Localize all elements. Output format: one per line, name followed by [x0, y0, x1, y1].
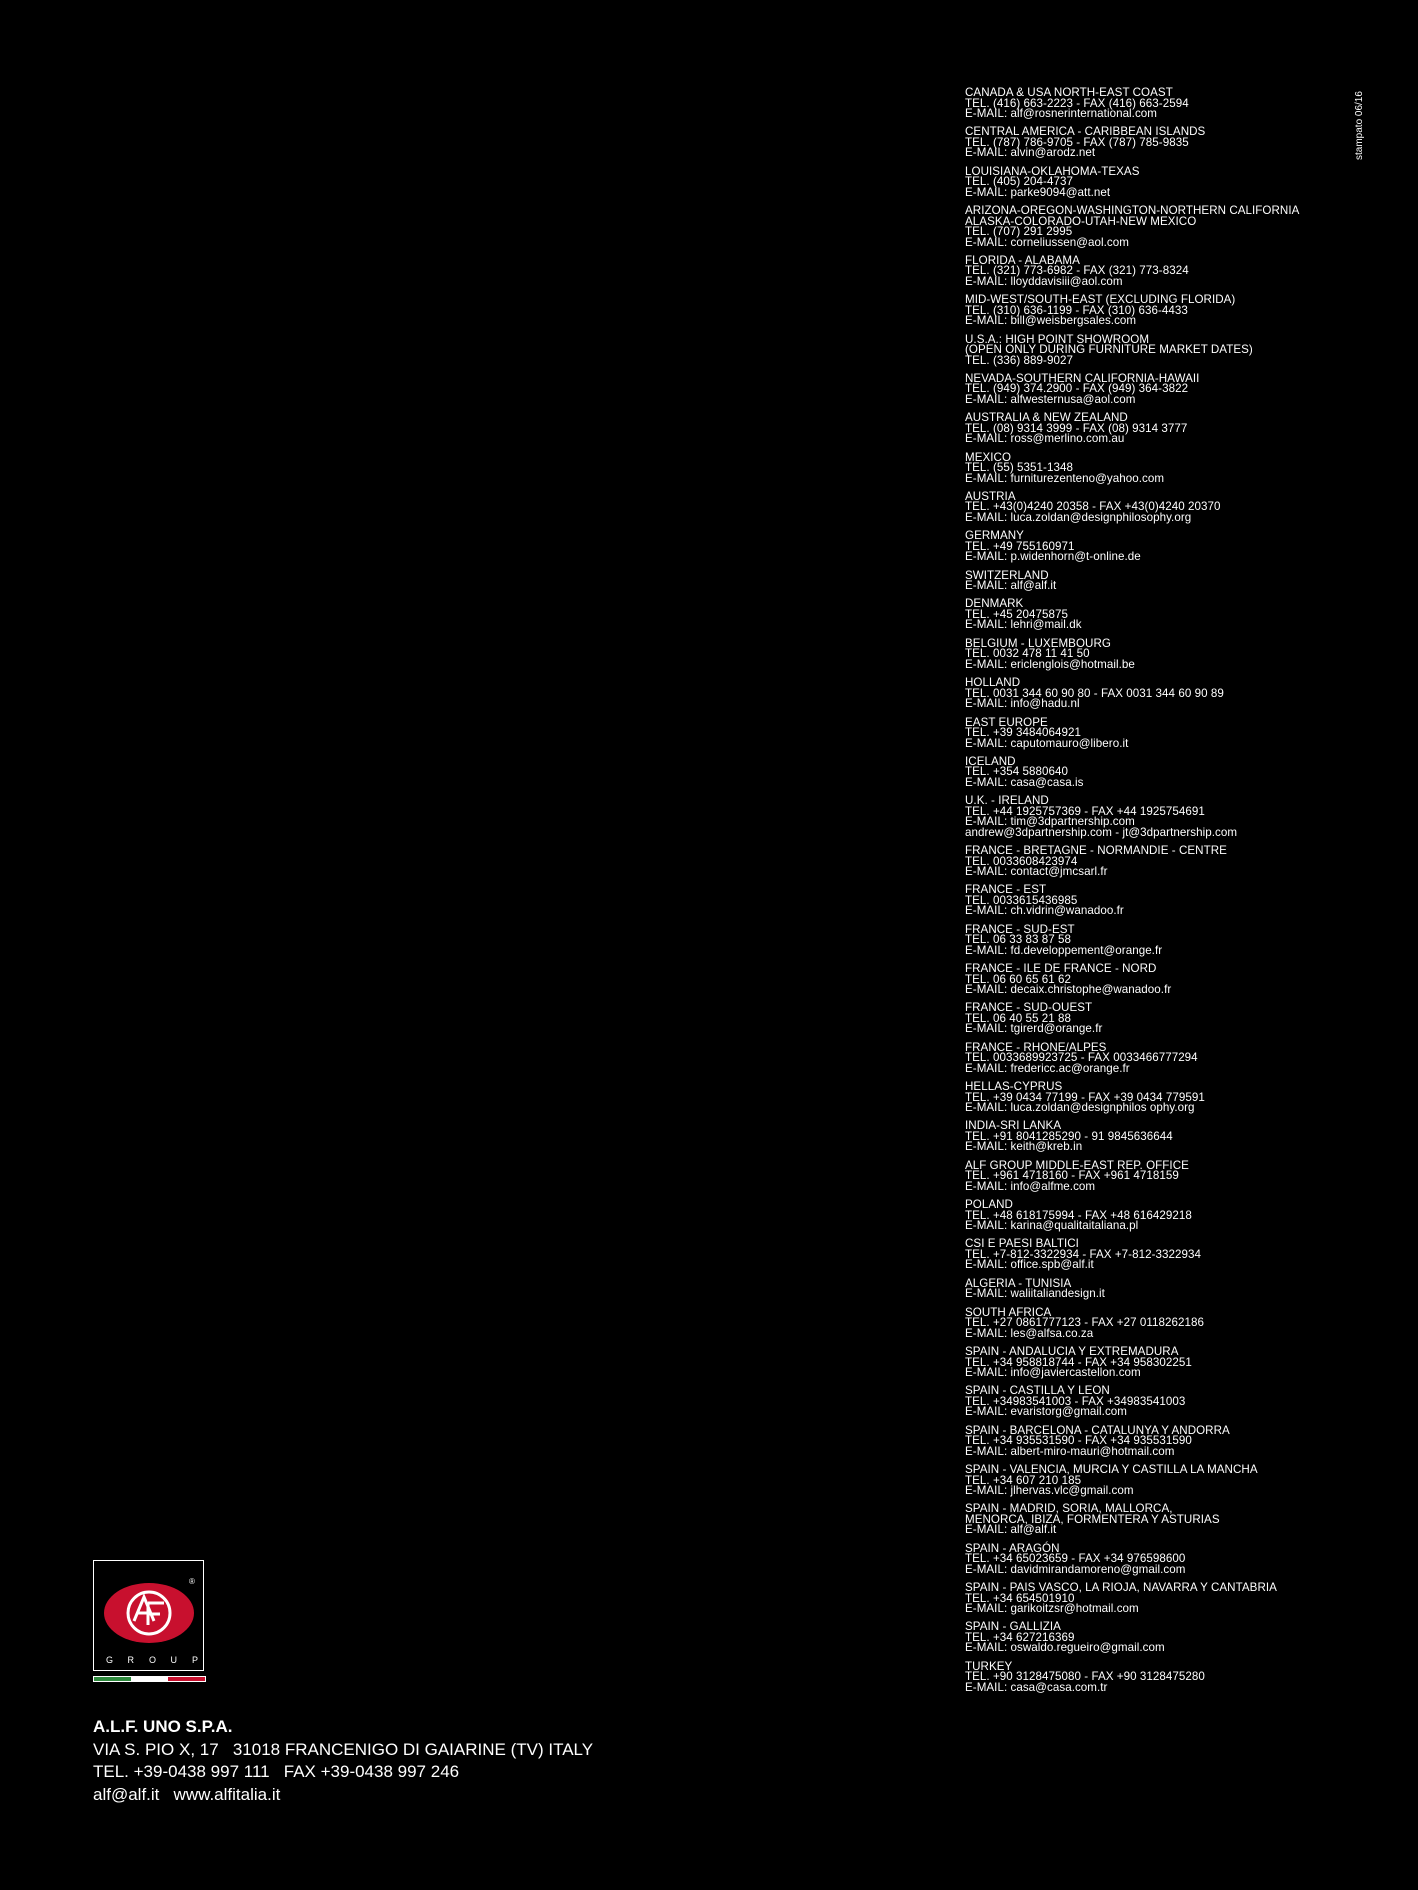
contact-entry — [965, 1276, 1355, 1301]
contact-region: TURKEY — [965, 1659, 1013, 1673]
contact-entry — [965, 371, 1355, 406]
contact-detail: TEL. +34 654501910 — [965, 1591, 1075, 1605]
contact-detail: TEL. (321) 773-6982 - FAX (321) 773-8324 — [965, 264, 1189, 278]
contact-detail: TEL. +39 0434 77199 - FAX +39 0434 779591 — [965, 1090, 1205, 1104]
contact-region: HELLAS-CYPRUS — [965, 1080, 1063, 1094]
contact-detail: E-MAIL: casa@casa.is — [965, 775, 1084, 789]
contact-entry — [965, 568, 1355, 593]
contact-entry — [965, 1423, 1355, 1458]
contact-region: FRANCE - EST — [965, 883, 1047, 897]
logo-group-letter: G — [106, 1655, 114, 1665]
alf-group-logo — [93, 1560, 204, 1671]
contact-entry — [965, 206, 1355, 248]
logo-group-letter: O — [149, 1655, 157, 1665]
logo-group-letters — [106, 1655, 198, 1665]
contact-region: EAST EUROPE — [965, 715, 1048, 729]
contact-detail: TEL. 0033608423974 — [965, 854, 1078, 868]
contact-region: U.K. - IRELAND — [965, 794, 1049, 808]
company-address: VIA S. PIO X, 17 31018 FRANCENIGO DI GAIARINE (TV) ITALY — [93, 1739, 594, 1759]
contact-entry — [965, 1305, 1355, 1340]
contact-detail: E-MAIL: alf@alf.it — [965, 579, 1057, 593]
contact-region: INDIA-SRI LANKA — [965, 1119, 1062, 1133]
company-name: A.L.F. UNO S.P.A. — [93, 1717, 233, 1736]
contact-detail: E-MAIL: tgirerd@orange.fr — [965, 1022, 1103, 1036]
contact-entry — [965, 1347, 1355, 1379]
contact-region: FLORIDA - ALABAMA — [965, 253, 1080, 267]
contact-entry — [965, 1121, 1355, 1153]
contact-detail: E-MAIL: p.widenhorn@t-online.de — [965, 550, 1141, 564]
contact-detail: E-MAIL: ch.vidrin@wanadoo.fr — [965, 904, 1124, 918]
contact-entry — [965, 636, 1355, 671]
contact-detail: TEL. +354 5880640 — [965, 765, 1069, 779]
sales-contacts-list — [965, 88, 1355, 1701]
contact-detail: E-MAIL: karina@qualitaitaliana.pl — [965, 1219, 1139, 1233]
contact-region: SPAIN - ARAGÓN — [965, 1541, 1060, 1555]
contact-region: MEXICO — [965, 450, 1012, 464]
contact-entry — [965, 489, 1355, 524]
contact-detail: E-MAIL: info@hadu.nl — [965, 697, 1080, 711]
contact-detail: TEL. 0031 344 60 90 80 - FAX 0031 344 60 90 89 — [965, 686, 1224, 700]
contact-region: FRANCE - SUD-EST — [965, 922, 1075, 936]
contact-region: ALF GROUP MIDDLE-EAST REP. OFFICE — [965, 1158, 1189, 1172]
logo-group-letter: U — [170, 1655, 177, 1665]
contact-detail: TEL. +34 607 210 185 — [965, 1473, 1082, 1487]
contact-detail: E-MAIL: corneliussen@aol.com — [965, 235, 1129, 249]
contact-detail: E-MAIL: fredericc.ac@orange.fr — [965, 1061, 1130, 1075]
contact-entry — [965, 1504, 1355, 1536]
contact-region: AUSTRIA — [965, 489, 1016, 503]
contact-detail: E-MAIL: keith@kreb.in — [965, 1140, 1083, 1154]
contact-region: ALGERIA - TUNISIA — [965, 1276, 1072, 1290]
contact-entry — [965, 599, 1355, 631]
contact-detail: TEL. +34 65023659 - FAX +34 976598600 — [965, 1552, 1186, 1566]
contact-detail: E-MAIL: alfwesternusa@aol.com — [965, 392, 1136, 406]
contact-entry — [965, 413, 1355, 445]
contact-entry — [965, 964, 1355, 996]
contact-detail: TEL. +45 20475875 — [965, 607, 1069, 621]
contact-detail: E-MAIL: tim@3dpartnership.com — [965, 815, 1135, 829]
contact-detail: E-MAIL: decaix.christophe@wanadoo.fr — [965, 983, 1172, 997]
contact-entry — [965, 1659, 1355, 1694]
contact-region: SPAIN - MADRID, SORIA, MALLORCA, — [965, 1502, 1173, 1516]
contact-entry — [965, 253, 1355, 288]
contact-region: AUSTRALIA & NEW ZEALAND — [965, 411, 1128, 425]
contact-detail: E-MAIL: ericlenglois@hotmail.be — [965, 657, 1135, 671]
contact-detail: TEL. (310) 636-1199 - FAX (310) 636-4433 — [965, 303, 1188, 317]
contact-detail: E-MAIL: furniturezenteno@yahoo.com — [965, 471, 1165, 485]
contact-entry — [965, 1200, 1355, 1232]
contact-entry — [965, 531, 1355, 563]
contact-entry — [965, 164, 1355, 199]
contact-entry — [965, 796, 1355, 838]
contact-entry — [965, 1465, 1355, 1497]
contact-entry — [965, 885, 1355, 917]
contact-detail: TEL. +34983541003 - FAX +34983541003 — [965, 1394, 1186, 1408]
contact-detail: E-MAIL: davidmirandamoreno@gmail.com — [965, 1562, 1186, 1576]
contact-region: GERMANY — [965, 529, 1024, 543]
contact-detail: E-MAIL: oswaldo.regueiro@gmail.com — [965, 1641, 1165, 1655]
contact-detail: E-MAIL: fd.developpement@orange.fr — [965, 943, 1163, 957]
contact-detail: TEL. (787) 786-9705 - FAX (787) 785-9835 — [965, 135, 1189, 149]
contact-region: FRANCE - ILE DE FRANCE - NORD — [965, 962, 1157, 976]
contact-detail: E-MAIL: albert-miro-mauri@hotmail.com — [965, 1444, 1175, 1458]
contact-region: CANADA & USA NORTH-EAST COAST — [965, 86, 1173, 99]
contact-detail: E-MAIL: evaristorg@gmail.com — [965, 1405, 1127, 1419]
contact-region: SPAIN - BARCELONA - CATALUNYA Y ANDORRA — [965, 1423, 1230, 1437]
contact-entry — [965, 922, 1355, 957]
contact-detail: E-MAIL: contact@jmcsarl.fr — [965, 865, 1108, 879]
contact-detail: TEL. 0033689923725 - FAX 0033466777294 — [965, 1051, 1198, 1065]
contact-detail: E-MAIL: garikoitzsr@hotmail.com — [965, 1602, 1139, 1616]
contact-region: SPAIN - PAIS VASCO, LA RIOJA, NAVARRA Y CANTABRIA — [965, 1581, 1277, 1595]
contact-detail: E-MAIL: ross@merlino.com.au — [965, 432, 1125, 446]
contact-detail: TEL. +34 958818744 - FAX +34 958302251 — [965, 1355, 1192, 1369]
contact-detail: E-MAIL: luca.zoldan@designphilosophy.org — [965, 510, 1192, 524]
logo-group-letter: R — [127, 1655, 134, 1665]
contact-detail: TEL. (08) 9314 3999 - FAX (08) 9314 3777 — [965, 421, 1188, 435]
contact-entry — [965, 1583, 1355, 1615]
contact-region: SPAIN - VALENCIA, MURCIA Y CASTILLA LA MANCHA — [965, 1463, 1258, 1477]
contact-detail: TEL. 06 33 83 87 58 — [965, 933, 1072, 947]
contact-detail: E-MAIL: bill@weisbergsales.com — [965, 314, 1137, 328]
italian-flag-bar — [93, 1676, 206, 1682]
contact-region: FRANCE - BRETAGNE - NORMANDIE - CENTRE — [965, 844, 1227, 858]
contact-detail: TEL. +49 755160971 — [965, 539, 1075, 553]
contact-region: FRANCE - SUD-OUEST — [965, 1001, 1093, 1015]
contact-detail: E-MAIL: caputomauro@libero.it — [965, 736, 1129, 750]
contact-detail: TEL. +90 3128475080 - FAX +90 3128475280 — [965, 1670, 1205, 1684]
contact-detail: TEL. (405) 204-4737 — [965, 175, 1073, 189]
registered-mark: ® — [189, 1577, 195, 1586]
contact-region: MID-WEST/SOUTH-EAST (EXCLUDING FLORIDA) — [965, 293, 1236, 307]
contact-region: POLAND — [965, 1198, 1013, 1212]
contact-detail: MENORCA, IBIZA, FORMENTERA Y ASTURIAS — [965, 1512, 1220, 1526]
contact-detail: TEL. 0033615436985 — [965, 893, 1078, 907]
contact-detail: E-MAIL: lehri@mail.dk — [965, 618, 1082, 632]
contact-entry — [965, 332, 1355, 367]
contact-region: LOUISIANA-OKLAHOMA-TEXAS — [965, 164, 1140, 178]
print-code-text: stampato 06/16 — [1354, 91, 1365, 160]
contact-region: ICELAND — [965, 754, 1016, 768]
contact-entry — [965, 678, 1355, 710]
contact-detail: TEL. +91 8041285290 - 91 9845636644 — [965, 1129, 1173, 1143]
contact-detail: E-MAIL: lloyddavisiii@aol.com — [965, 274, 1123, 288]
contact-detail: TEL. (949) 374.2900 - FAX (949) 364-3822 — [965, 382, 1189, 396]
contact-entry — [965, 1003, 1355, 1035]
print-code — [1354, 88, 1368, 178]
contact-region: DENMARK — [965, 597, 1024, 611]
contact-region: CSI E PAESI BALTICI — [965, 1237, 1079, 1251]
contact-detail: TEL. +34 627216369 — [965, 1630, 1075, 1644]
contact-detail: TEL. (707) 291 2995 — [965, 225, 1073, 239]
logo-group-letter: P — [192, 1655, 199, 1665]
contact-entry — [965, 1622, 1355, 1654]
contact-detail: TEL. +48 618175994 - FAX +48 616429218 — [965, 1208, 1192, 1222]
contact-detail: TEL. 06 40 55 21 88 — [965, 1011, 1072, 1025]
flag-green — [94, 1677, 131, 1681]
contact-entry — [965, 295, 1355, 327]
contact-region: U.S.A.: HIGH POINT SHOWROOM — [965, 332, 1150, 346]
contact-region: SWITZERLAND — [965, 568, 1049, 582]
contact-region: SPAIN - GALLIZIA — [965, 1620, 1061, 1634]
contact-region: SOUTH AFRICA — [965, 1305, 1052, 1319]
contact-detail: E-MAIL: jlhervas.vlc@gmail.com — [965, 1484, 1134, 1498]
contact-detail: TEL. +39 3484064921 — [965, 726, 1082, 739]
contact-entry — [965, 846, 1355, 878]
contact-detail: TEL. +43(0)4240 20358 - FAX +43(0)4240 20370 — [965, 500, 1221, 514]
contact-detail: E-MAIL: parke9094@att.net — [965, 185, 1111, 199]
contact-detail: ALASKA-COLORADO-UTAH-NEW MEXICO — [965, 214, 1197, 228]
contact-region: SPAIN - CASTILLA Y LEON — [965, 1384, 1110, 1398]
contact-detail: TEL. (416) 663-2223 - FAX (416) 663-2594 — [965, 96, 1189, 110]
contact-detail: E-MAIL: info@alfme.com — [965, 1179, 1096, 1193]
contact-detail: E-MAIL: office.spb@alf.it — [965, 1258, 1094, 1272]
contact-detail: TEL. +7-812-3322934 - FAX +7-812-3322934 — [965, 1247, 1201, 1261]
contact-entry — [965, 1040, 1355, 1075]
contact-detail: TEL. +44 1925757369 - FAX +44 1925754691 — [965, 804, 1205, 818]
contact-detail: E-MAIL: luca.zoldan@designphilos ophy.org — [965, 1101, 1195, 1115]
contact-entry — [965, 1541, 1355, 1576]
contact-detail: TEL. 06 60 65 61 62 — [965, 972, 1072, 986]
company-info — [93, 1716, 593, 1806]
contact-region: ARIZONA-OREGON-WASHINGTON-NORTHERN CALIFORNIA — [965, 204, 1300, 218]
contact-region: HOLLAND — [965, 676, 1021, 690]
alf-logo-icon — [94, 1561, 205, 1672]
contact-entry — [965, 1082, 1355, 1114]
contact-entry — [965, 1239, 1355, 1271]
contact-detail: E-MAIL: casa@casa.com.tr — [965, 1680, 1108, 1694]
contact-entry — [965, 88, 1355, 120]
contact-entry — [965, 1158, 1355, 1193]
contact-detail: TEL. +34 935531590 - FAX +34 935531590 — [965, 1434, 1192, 1448]
contact-detail: TEL. +961 4718160 - FAX +961 4718159 — [965, 1169, 1179, 1183]
contact-region: NEVADA-SOUTHERN CALIFORNIA-HAWAII — [965, 371, 1200, 385]
contact-detail: TEL. 0032 478 11 41 50 — [965, 647, 1090, 661]
contact-entry — [965, 450, 1355, 485]
contact-entry — [965, 715, 1355, 750]
contact-detail: andrew@3dpartnership.com - jt@3dpartnership.com — [965, 825, 1238, 839]
contact-detail: TEL. (55) 5351-1348 — [965, 461, 1073, 475]
contact-detail: TEL. +27 0861777123 - FAX +27 0118262186 — [965, 1316, 1205, 1330]
contact-detail: E-MAIL: alf@alf.it — [965, 1523, 1057, 1537]
flag-white — [131, 1677, 168, 1681]
contact-detail: (OPEN ONLY DURING FURNITURE MARKET DATES) — [965, 343, 1253, 357]
company-phone-fax: TEL. +39-0438 997 111 FAX +39-0438 997 246 — [93, 1762, 460, 1781]
contact-detail: E-MAIL: alvin@arodz.net — [965, 146, 1096, 160]
contact-detail: E-MAIL: les@alfsa.co.za — [965, 1326, 1094, 1340]
contact-region: SPAIN - ANDALUCIA Y EXTREMADURA — [965, 1345, 1179, 1358]
contact-entry — [965, 754, 1355, 789]
contact-entry — [965, 1386, 1355, 1418]
contact-region: FRANCE - RHONE/ALPES — [965, 1040, 1107, 1054]
contact-detail: E-MAIL: waliitaliandesign.it — [965, 1287, 1105, 1301]
contact-region: CENTRAL AMERICA - CARIBBEAN ISLANDS — [965, 125, 1206, 139]
contact-region: BELGIUM - LUXEMBOURG — [965, 636, 1111, 650]
contact-detail: E-MAIL: alf@rosnerinternational.com — [965, 107, 1158, 120]
contact-detail: TEL. (336) 889-9027 — [965, 353, 1073, 367]
contact-entry — [965, 127, 1355, 159]
company-web: alf@alf.it www.alfitalia.it — [93, 1784, 281, 1804]
flag-red — [168, 1677, 205, 1681]
contact-detail: E-MAIL: info@javiercastellon.com — [965, 1366, 1141, 1379]
